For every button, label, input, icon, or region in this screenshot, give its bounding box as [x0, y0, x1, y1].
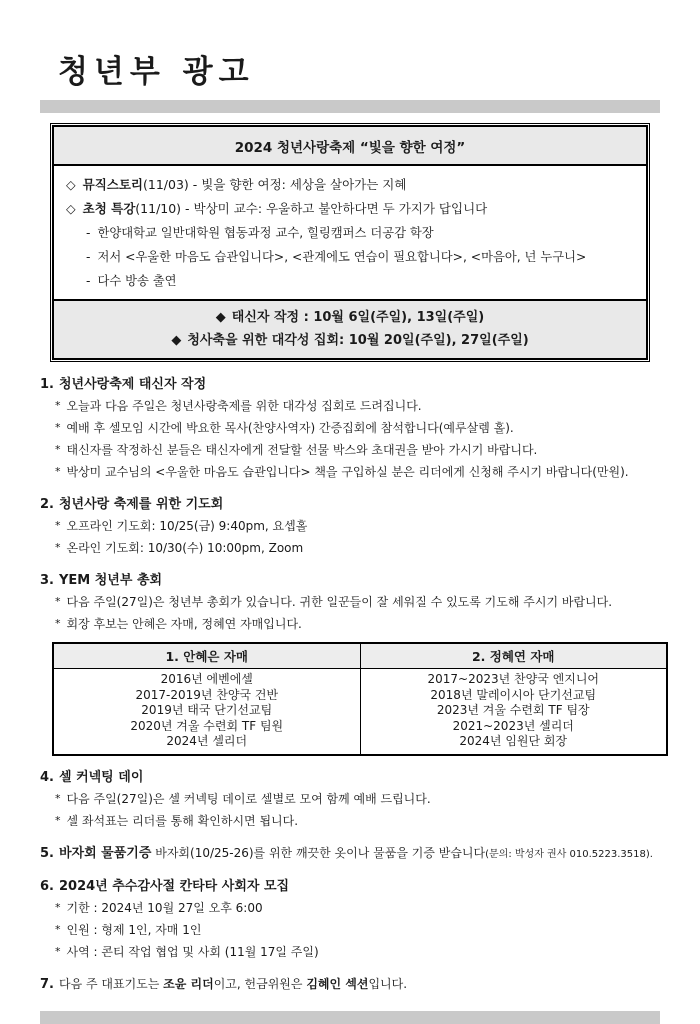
star-bullet: *	[55, 617, 61, 630]
hollow-diamond-icon: ◇	[66, 177, 76, 192]
festival-line	[66, 197, 634, 221]
history-line: 2021~2023년 셀리더	[452, 718, 574, 733]
roles-text: 입니다.	[368, 976, 408, 991]
festival-line-text: (11/03) - 빛을 향한 여정: 세상을 살아가는 지혜	[143, 177, 407, 192]
section-heading	[40, 570, 660, 591]
section-number: 1.	[40, 377, 54, 392]
section-heading	[40, 374, 660, 395]
filled-diamond-icon: ◆	[171, 333, 182, 348]
history-line: 2019년 태국 단기선교팀	[141, 703, 273, 717]
history-line: 2016년 에벤에셀	[160, 672, 253, 686]
section-number: 4.	[40, 769, 54, 785]
list-item-text: 셀 좌석표는 리더를 통해 확인하시면 됩니다.	[66, 813, 299, 828]
festival-box-body	[54, 166, 646, 301]
section-heading	[40, 494, 660, 515]
star-bullet: *	[55, 443, 61, 456]
festival-line-text: (11/10) - 박상미 교수: 우울하고 불안하다면 두 가지가 답입니다	[135, 201, 488, 216]
history-line: 2018년 말레이시아 단기선교팀	[430, 687, 597, 702]
section-heading	[40, 876, 660, 897]
section-number: 5.	[40, 845, 54, 861]
table-row	[53, 669, 667, 755]
star-bullet: *	[55, 421, 61, 434]
star-bullet: *	[55, 399, 61, 412]
inline-body-text: 바자회(10/25-26)를 위한 깨끗한 옷이나 물품을 기증 받습니다	[151, 845, 486, 860]
list-item	[40, 810, 660, 832]
list-item	[40, 788, 660, 810]
list-item-text: 다음 주일(27일)은 셀 커넥팅 데이로 셀별로 모여 함께 예배 드립니다.	[66, 791, 431, 806]
star-bullet: *	[55, 900, 61, 914]
star-bullet: *	[55, 922, 61, 936]
list-item	[40, 897, 660, 919]
section-general-meeting	[40, 570, 660, 635]
festival-line-text: 한양대학교 일반대학원 협동과정 교수, 힐링캠퍼스 더공감 학장	[97, 226, 434, 240]
history-line: 2020년 겨울 수련회 TF 팀원	[130, 718, 284, 733]
list-item-text: 온라인 기도회: 10/30(수) 10:00pm, Zoom	[66, 541, 304, 555]
festival-line-emphasis: 초청 특강	[82, 201, 136, 216]
list-item	[40, 537, 660, 559]
section-cell-connecting-day	[40, 767, 660, 832]
candidate2-header: 2. 정혜연 자매	[360, 643, 667, 669]
president-candidates-table	[52, 642, 668, 756]
section-heading-text: 바자회 물품기증	[58, 845, 152, 861]
section-number: 6.	[40, 878, 54, 894]
bottom-divider-bar	[40, 1011, 660, 1024]
section-number: 7.	[40, 976, 54, 992]
festival-footer-text: 청사축을 위한 대각성 집회: 10월 20일(주일), 27일(주일)	[187, 333, 529, 348]
list-item	[40, 919, 660, 941]
festival-box-footer	[54, 301, 646, 358]
offering-committee-name: 김혜인 섹션	[306, 976, 369, 991]
festival-line-text: 저서 <우울한 마음도 습관입니다>, <관계에도 연습이 필요합니다>, <마음아, 넌 누구니>	[97, 250, 587, 264]
star-bullet: *	[55, 813, 61, 827]
festival-footer-line	[54, 306, 646, 329]
history-line: 2017-2019년 찬양국 건반	[135, 687, 279, 702]
candidate1-header: 1. 안혜은 자매	[53, 643, 360, 669]
section-bazaar-donation	[40, 843, 660, 865]
history-line: 2023년 겨울 수련회 TF 팀장	[436, 703, 590, 717]
list-item	[40, 417, 660, 439]
list-item	[40, 461, 660, 483]
filled-diamond-icon: ◆	[215, 310, 226, 325]
section-taeshinja	[40, 374, 660, 483]
table-header-row	[53, 643, 667, 669]
page-title: 청년부 광고	[58, 54, 255, 90]
list-item	[40, 613, 660, 635]
list-item	[40, 591, 660, 613]
hollow-diamond-icon: ◇	[66, 201, 76, 216]
section-heading-text: 셀 커넥팅 데이	[58, 769, 144, 785]
star-bullet: *	[55, 519, 61, 532]
contact-info-text: (문의: 박성자 권사 010.5223.3518).	[485, 848, 653, 860]
list-item-text: 회장 후보는 안혜은 자매, 정혜연 자매입니다.	[66, 617, 302, 631]
section-next-week-roles	[40, 974, 660, 995]
list-item-text: 태신자를 작정하신 분들은 태신자에게 전달할 선물 박스와 초대권을 받아 가시기 바랍니다.	[66, 443, 538, 457]
section-number: 2.	[40, 497, 54, 512]
section-heading-text: 2024년 추수감사절 칸타타 사회자 모집	[58, 878, 290, 894]
list-item	[40, 941, 660, 963]
candidate1-history-cell	[53, 669, 360, 755]
prayer-leader-name: 조윤 리더	[163, 976, 214, 991]
list-item-text: 다음 주일(27일)은 청년부 총회가 있습니다. 귀한 일꾼들이 잘 세워질 수 있도록 기도해 주시기 바랍니다.	[66, 595, 613, 609]
festival-line-emphasis: 뮤직스토리	[82, 177, 144, 192]
history-line: 2024년 셀리더	[166, 734, 248, 748]
star-bullet: *	[55, 465, 61, 478]
festival-box-title: 2024 청년사랑축제 “빛을 향한 여정”	[54, 127, 646, 166]
title-divider-bar	[40, 100, 660, 113]
dash-marker: -	[86, 250, 91, 264]
festival-footer-line	[54, 329, 646, 352]
section-heading	[40, 974, 660, 995]
section-number: 3.	[40, 573, 54, 588]
festival-subline	[66, 221, 634, 245]
list-item	[40, 515, 660, 537]
festival-footer-text: 태신자 작정 : 10월 6일(주일), 13일(주일)	[231, 310, 485, 325]
section-heading-text: 청년사랑 축제를 위한 기도회	[58, 497, 224, 512]
festival-subline	[66, 245, 634, 269]
roles-text: 다음 주 대표기도는	[58, 976, 164, 991]
section-heading	[40, 843, 660, 865]
list-item	[40, 439, 660, 461]
history-line: 2024년 임원단 회장	[459, 734, 568, 748]
star-bullet: *	[55, 595, 61, 608]
list-item-text: 오늘과 다음 주일은 청년사랑축제를 위한 대각성 집회로 드려집니다.	[66, 399, 422, 413]
dash-marker: -	[86, 274, 91, 288]
list-item-text: 기한 : 2024년 10월 27일 오후 6:00	[66, 900, 263, 915]
festival-notice-box	[52, 125, 648, 360]
dash-marker: -	[86, 226, 91, 240]
star-bullet: *	[55, 541, 61, 554]
list-item-text: 박상미 교수님의 <우울한 마음도 습관입니다> 책을 구입하실 분은 리더에게 신청해 주시기 바랍니다(만원).	[66, 465, 629, 479]
roles-text: 이고, 헌금위원은	[213, 976, 307, 991]
section-heading-text: 청년사랑축제 태신자 작정	[58, 377, 207, 392]
festival-line	[66, 173, 634, 197]
list-item-text: 예배 후 셀모임 시간에 박요한 목사(찬양사역자) 간증집회에 참석합니다(예루살렘 홀).	[66, 421, 514, 435]
festival-subline	[66, 269, 634, 293]
candidate2-history-cell	[360, 669, 667, 755]
star-bullet: *	[55, 791, 61, 805]
section-heading-text: YEM 청년부 총회	[58, 573, 163, 588]
list-item-text: 인원 : 형제 1인, 자매 1인	[66, 922, 202, 937]
festival-line-text: 다수 방송 출연	[97, 274, 177, 288]
list-item-text: 사역 : 콘티 작업 협업 및 사회 (11월 17일 주일)	[66, 944, 319, 959]
history-line: 2017~2023년 찬양국 엔지니어	[427, 672, 599, 686]
list-item	[40, 395, 660, 417]
section-heading	[40, 767, 660, 788]
list-item-text: 오프라인 기도회: 10/25(금) 9:40pm, 요셉홀	[66, 519, 308, 533]
star-bullet: *	[55, 944, 61, 958]
section-prayer-meeting	[40, 494, 660, 559]
section-cantata-mc-recruit	[40, 876, 660, 963]
